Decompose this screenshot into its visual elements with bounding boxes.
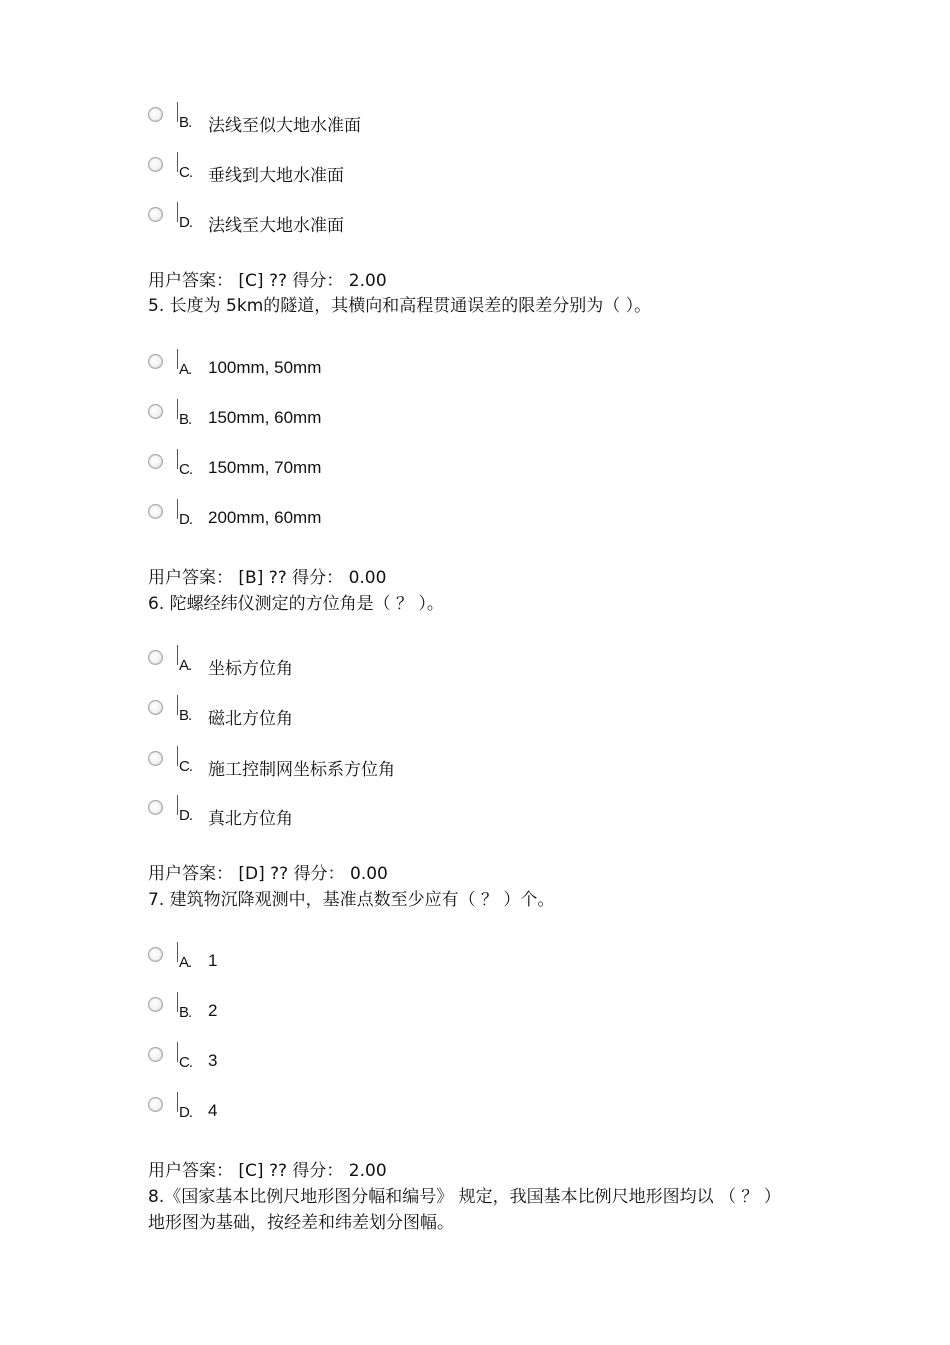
radio-button[interactable] xyxy=(148,107,163,122)
option-letter: D. xyxy=(179,214,192,231)
radio-button[interactable] xyxy=(148,947,163,962)
q7-question: 7. 建筑物沉降观测中，基准点数至少应有（ ？ ）个。 xyxy=(148,890,555,910)
cursor-bar xyxy=(177,1092,178,1112)
q5-question: 5. 长度为 5km的隧道，其横向和高程贯通误差的限差分别为（ ）。 xyxy=(148,296,652,316)
radio-button[interactable] xyxy=(148,454,163,469)
option-letter: D. xyxy=(179,1104,192,1121)
cursor-bar xyxy=(177,449,178,469)
option-letter: C. xyxy=(179,164,192,181)
option-letter: B. xyxy=(179,411,192,428)
option-text: 3 xyxy=(208,1051,218,1070)
option-text: 150mm, 70mm xyxy=(208,458,322,477)
option-text: 150mm, 60mm xyxy=(208,408,322,427)
q6-question: 6. 陀螺经纬仪测定的方位角是（ ？ ）。 xyxy=(148,594,444,614)
option-text: 2 xyxy=(208,1001,218,1020)
q7-user-answer: 用户答案： [C] ?? 得分： 2.00 xyxy=(148,1161,387,1181)
cursor-bar xyxy=(177,152,178,172)
radio-button[interactable] xyxy=(148,157,163,172)
option-letter: D. xyxy=(179,511,192,528)
option-text: 坐标方位角 xyxy=(208,659,293,679)
option-text: 垂线到大地水准面 xyxy=(208,166,344,186)
option-letter: B. xyxy=(179,1004,192,1021)
option-letter: C. xyxy=(179,758,192,775)
cursor-bar xyxy=(177,349,178,369)
cursor-bar xyxy=(177,695,178,715)
radio-button[interactable] xyxy=(148,997,163,1012)
option-letter: D. xyxy=(179,807,192,824)
radio-button[interactable] xyxy=(148,751,163,766)
option-text: 真北方位角 xyxy=(208,809,293,829)
option-letter: A. xyxy=(179,657,192,674)
cursor-bar xyxy=(177,942,178,962)
cursor-bar xyxy=(177,746,178,766)
option-letter: C. xyxy=(179,1054,192,1071)
radio-button[interactable] xyxy=(148,800,163,815)
radio-button[interactable] xyxy=(148,1097,163,1112)
cursor-bar xyxy=(177,795,178,815)
cursor-bar xyxy=(177,399,178,419)
option-letter: A. xyxy=(179,361,192,378)
cursor-bar xyxy=(177,102,178,122)
option-letter: B. xyxy=(179,707,192,724)
option-letter: A. xyxy=(179,954,192,971)
option-text: 法线至似大地水准面 xyxy=(208,116,361,136)
option-text: 200mm, 60mm xyxy=(208,508,322,527)
q6-user-answer: 用户答案： [D] ?? 得分： 0.00 xyxy=(148,864,388,884)
radio-button[interactable] xyxy=(148,354,163,369)
q8-question-line-2: 地形图为基础，按经差和纬差划分图幅。 xyxy=(148,1213,454,1233)
option-text: 施工控制网坐标系方位角 xyxy=(208,760,395,780)
cursor-bar xyxy=(177,202,178,222)
radio-button[interactable] xyxy=(148,1047,163,1062)
radio-button[interactable] xyxy=(148,404,163,419)
radio-button[interactable] xyxy=(148,700,163,715)
option-text: 4 xyxy=(208,1101,218,1120)
cursor-bar xyxy=(177,645,178,665)
cursor-bar xyxy=(177,1042,178,1062)
q4-user-answer: 用户答案： [C] ?? 得分： 2.00 xyxy=(148,271,387,291)
option-letter: B. xyxy=(179,114,192,131)
option-text: 100mm, 50mm xyxy=(208,358,322,377)
option-text: 1 xyxy=(208,951,218,970)
cursor-bar xyxy=(177,499,178,519)
option-text: 磁北方位角 xyxy=(208,709,293,729)
radio-button[interactable] xyxy=(148,504,163,519)
cursor-bar xyxy=(177,992,178,1012)
radio-button[interactable] xyxy=(148,207,163,222)
radio-button[interactable] xyxy=(148,650,163,665)
q8-question-line-1: 8.《国家基本比例尺地形图分幅和编号》 规定，我国基本比例尺地形图均以 （ ？ ） xyxy=(148,1187,781,1207)
option-text: 法线至大地水准面 xyxy=(208,216,344,236)
option-letter: C. xyxy=(179,461,192,478)
q5-user-answer: 用户答案： [B] ?? 得分： 0.00 xyxy=(148,568,387,588)
